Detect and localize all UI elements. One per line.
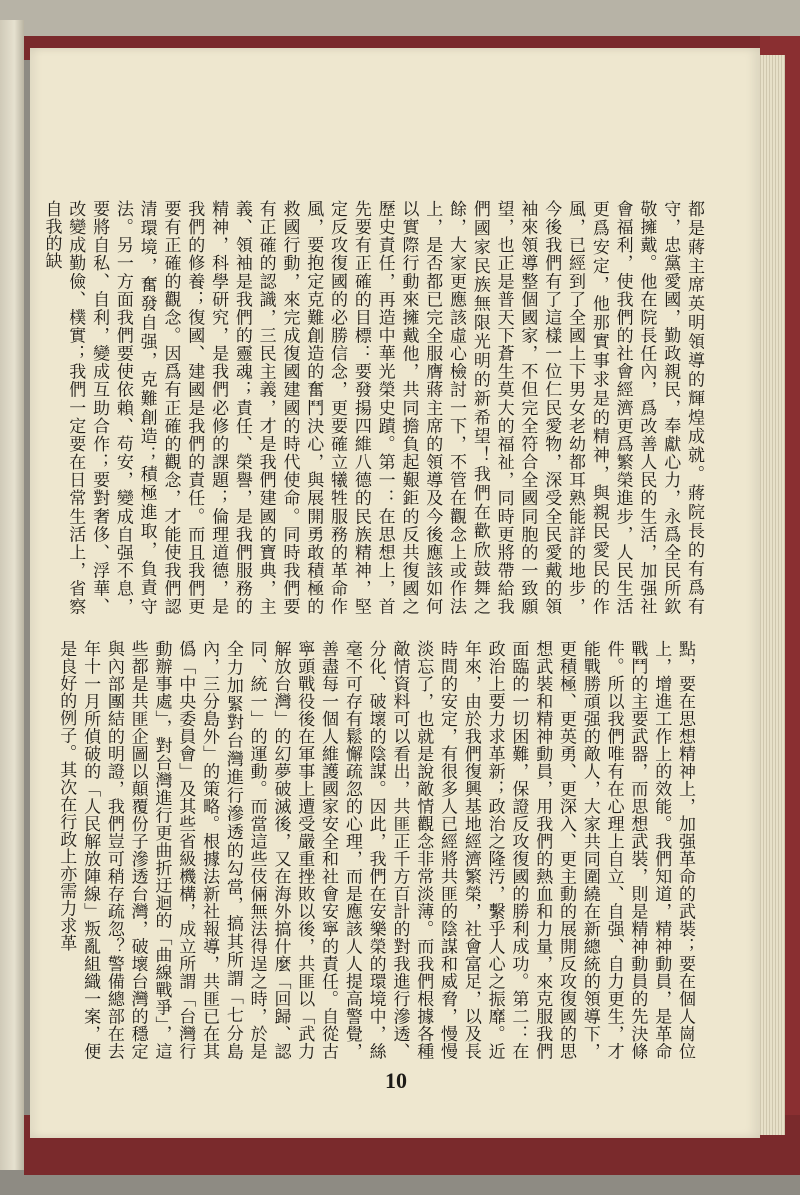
facing-page-edge <box>0 20 24 1170</box>
vertical-text-top: 都是蔣主席英明領導的輝煌成就。蔣院長的有爲有守，忠黨愛國，勤政親民，奉獻心力，永爲全民所欽敬擁戴。他在院長任內，爲改善人民的生活，加强社會福利，使我們的社會經濟更爲繁榮進步，人民生活更爲安定，他那實事求是的精神，與親民愛民的作風，已經到了全國上下男女老幼都耳熟能詳的地步，今後我們有了這樣一位仁民愛物，深受全民愛戴的領袖來領導整個國家，不但完全符合全國同胞的一致願望，也正是普天下蒼生莫大的福祉，同時更將帶給我們國家民族無限光明的新希望！我們在歡欣鼓舞之餘，大家更應該虛心檢討一下，不管在觀念上或作法上，是否都已完全服膺蔣主席的領導及今後應該如何以實際行動來擁戴他，共同擔負起艱鉅的反共復國之歷史責任，再造中華光榮史蹟。第一：在思想上，首先要有正確的目標：要發揚四維八德的民族精神，堅定反攻復國的必勝信念，更要確立犧牲服務的革命作風，要抱定克難創造的奮鬥決心，與展開勇敢積極的救國行動，來完成復國建國的時代使命。同時我們要有正確的認識，三民主義，才是我們建國的寶典，主義、領袖是我們的靈魂；責任、榮譽，是我們服務的精神，科學研究，是我們必修的課題；倫理道德，是我們的修養；復國、建國是我們的責任。而且我們更要有正確的觀念。因爲有正確的觀念，才能使我們認清環境，奮發自强，克難創造；積極進取，負責守法。另一方面我們要使依賴、苟安，變成自强不息，要將自私、自利，變成互助合作；要對奢侈、浮華、改變成勤儉、樸實；我們一定要在日常生活上，省察自我的缺 <box>41 200 704 615</box>
vertical-text-bottom: 點，要在思想精神上，加强革命的武裝；要在個人崗位上，增進工作上的效能。我們知道，精神動員，是革命戰鬥的主要武器，而思想武裝，則是精神動員的先決條件。所以我們唯有在心理上自立、自强、自力更生，才能戰勝頑强的敵人，大家共同圍繞在新總統的領導下，更積極、更英勇、更深入、更主動的展開反攻復國的思想武裝和精神動員，用我們的熱血和力量，來克服我們面臨的一切困難，保證反攻復國的勝利成功。第二：在政治上要力求革新；政治之隆汚，繫乎人心之振靡。近年來，由於我們復興基地經濟繁榮，社會富足，以及長時間的安定，有很多人已經將共匪的陰謀和威脅，慢慢淡忘了，也就是說敵情觀念非常淡薄。而我們根據各種敵情資料可以看出，共匪正千方百計的對我進行滲透、分化、破壞的陰謀。因此，我們在安樂榮的環境中，絲毫不可存有鬆懈疏忽的心理，而是應該人人提高警覺，善盡每一個人維護國家安全和社會安寧的責任。自從古寧頭戰役後在軍事上遭受嚴重挫敗以後，共匪以「武力解放台灣」的幻夢破滅後，又在海外搞什麼「回歸、認同、統一」的運動。而當這些伎倆無法得逞之時，於是全力加緊對台灣進行滲透的勾當，搞其所謂「七分島內，三分島外」的策略。根據法新社報導，共匪已在其僞「中央委員會」及其些省級機構，成立所謂「台灣行動辦事處」，對台灣進行更曲折迂迴的「曲線戰爭」，這些都是共匪企圖以顛覆份子滲透台灣，破壞台灣的穩定與內部團結的明證，我們豈可稍存疏忽？警備總部在去年十一月所偵破的「人民解放陣線」叛亂組織一案，便是良好的例子。其次在行政上亦需力求革 <box>56 640 695 1060</box>
backdrop <box>0 0 800 38</box>
page-number: 10 <box>385 1068 407 1093</box>
